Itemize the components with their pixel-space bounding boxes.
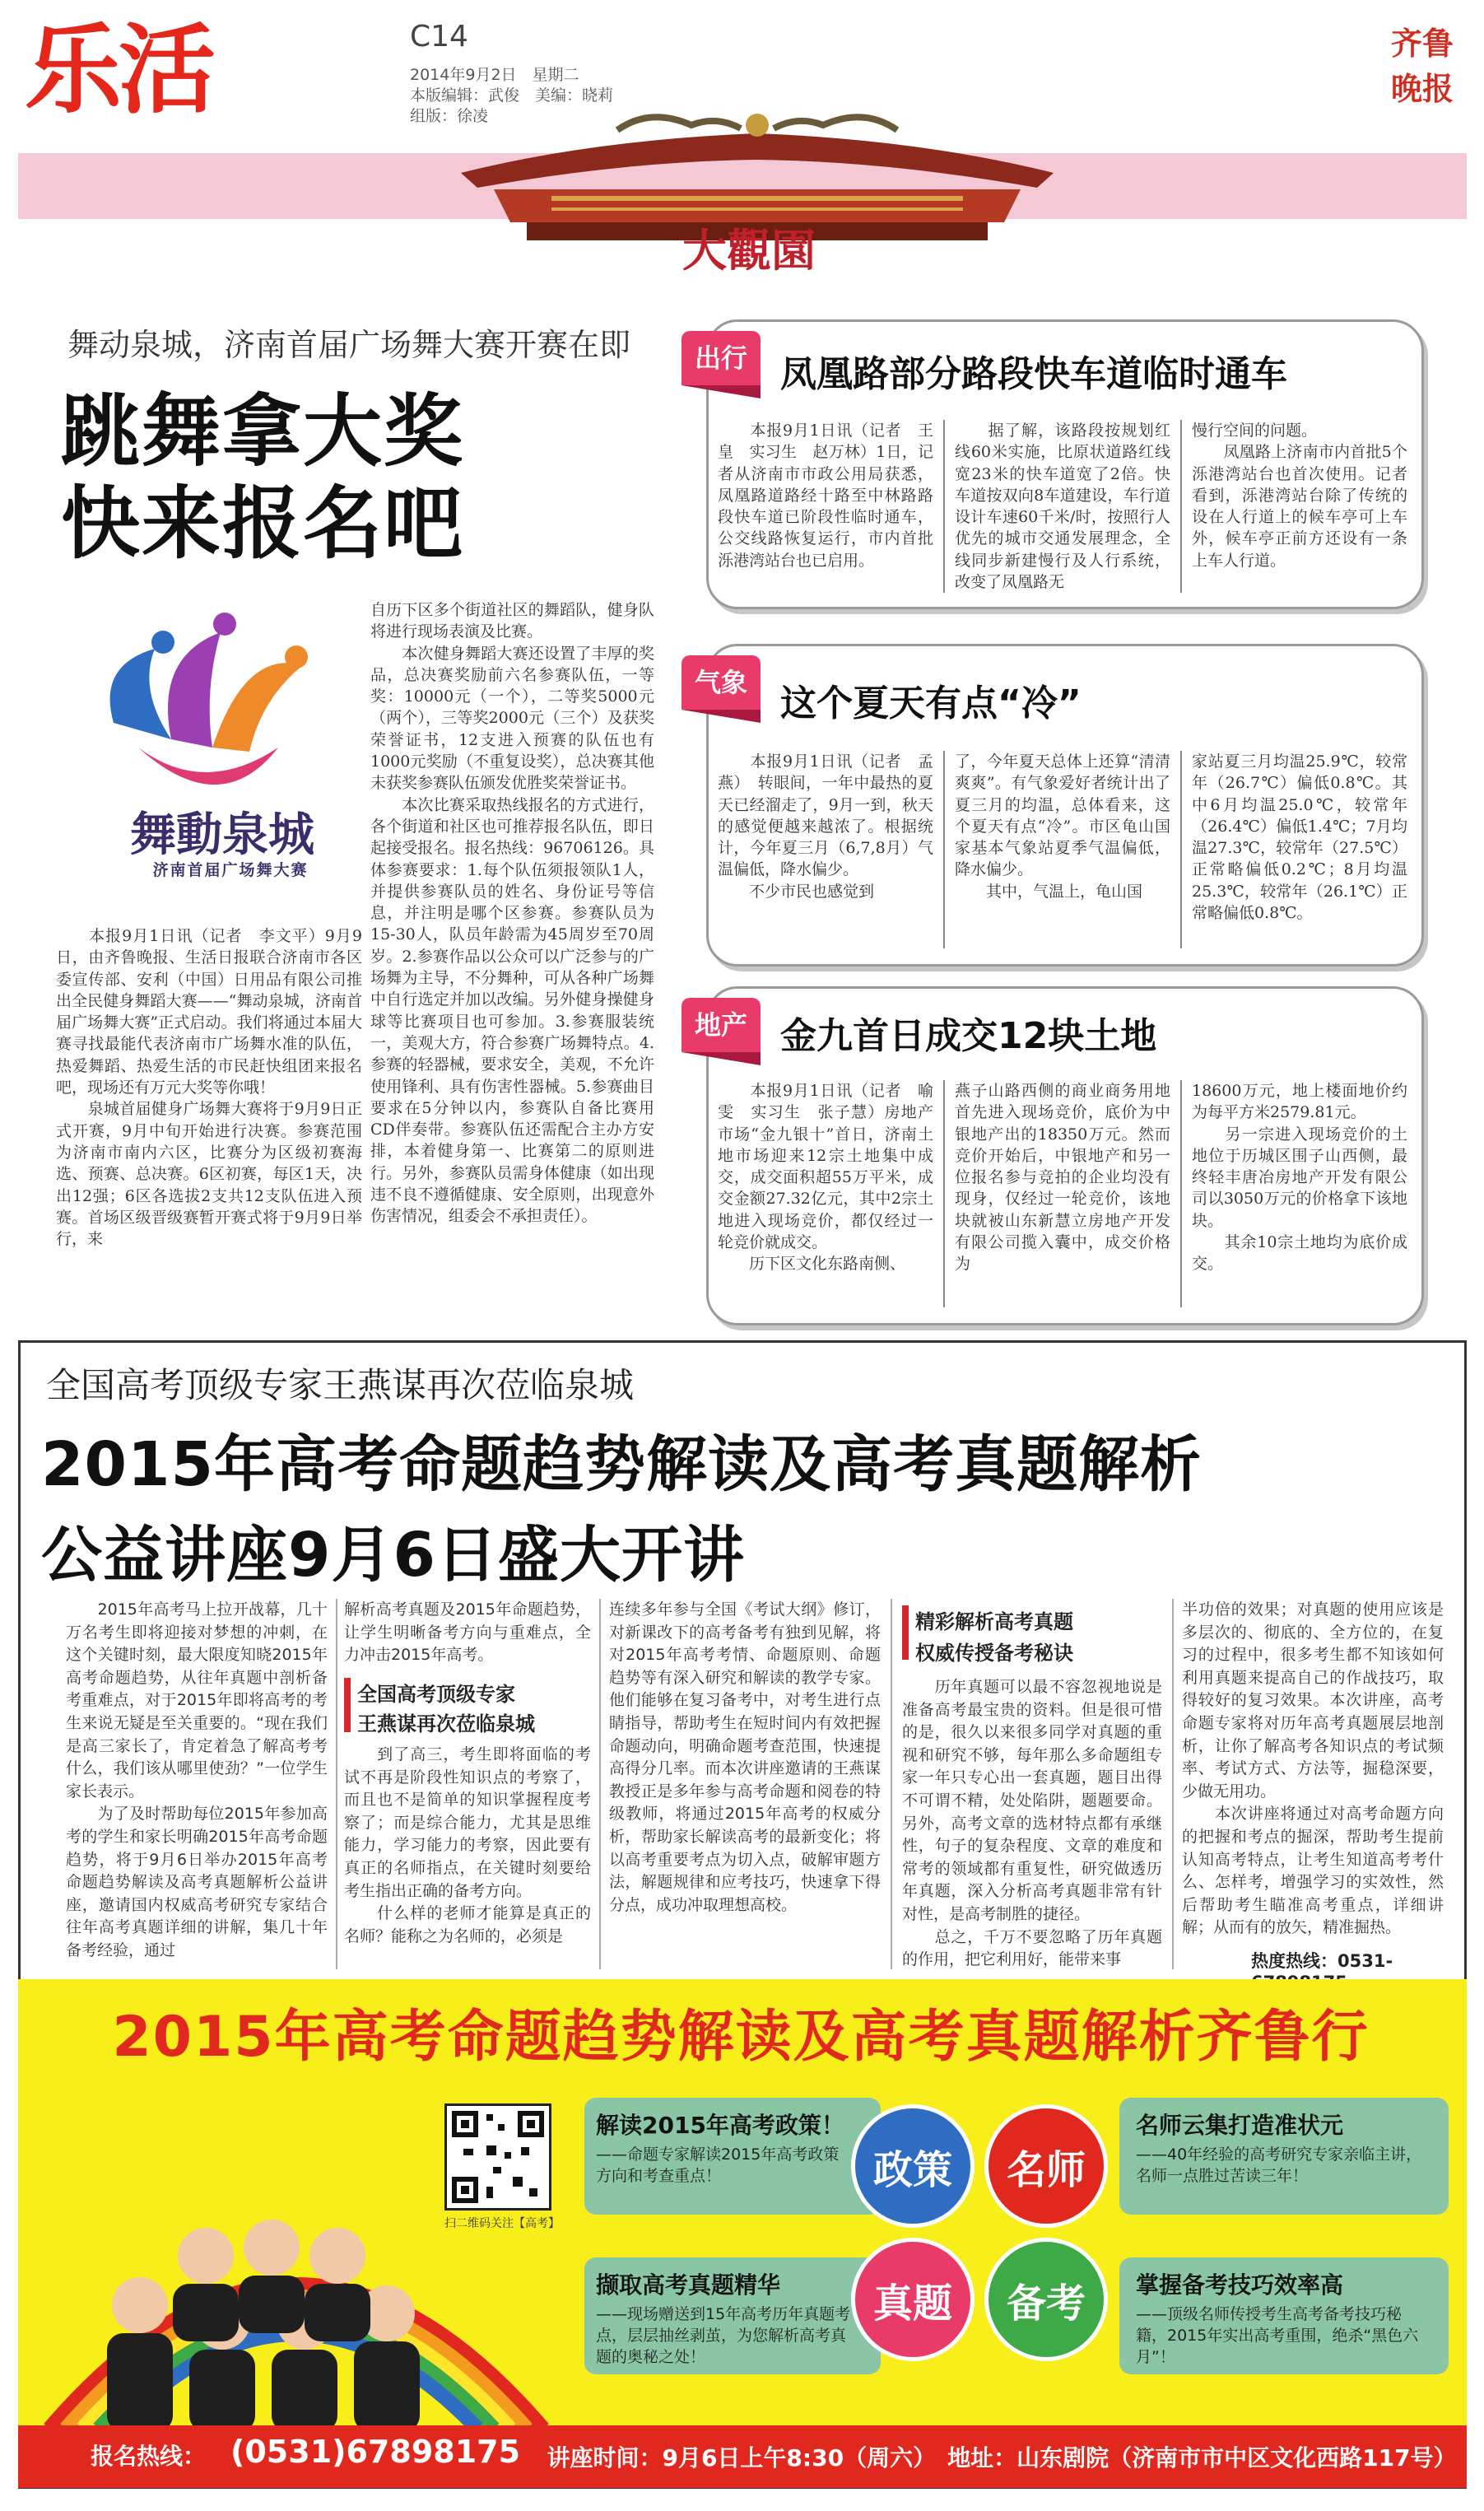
circle-exams: 真题	[851, 2238, 975, 2361]
gaokao-kicker: 精彩解析高考真题	[915, 1610, 1073, 1633]
lecture-info: 讲座时间：9月6日上午8:30（周六） 地址：山东剧院（济南市市中区文化西路117号）	[547, 2444, 1457, 2471]
ad-panel-heading: 撷取高考真题精华	[596, 2271, 781, 2299]
gaokao-hotline: 热度热线：0531-	[1251, 1951, 1393, 1971]
section-logo: 乐活	[25, 13, 213, 127]
box-body-column: 18600万元，地上楼面地价约为每平方米2579.81元。 另一宗进入现场竞价的土地位于历城区围子山西侧，最终轻丰唐冶房地产开发有限公司以3050万元的价格拿下该地块。 其余10宗土地均为底价成交。	[1192, 1082, 1407, 1274]
gaokao-body-column: 历年真题可以最不容忽视地说是准备高考最宝贵的资料。但是很可惜的是，很久以来很多同学对真题的重视和研究不够，每年那么多命题组专家一年只专心出一套真题，题目出得不可谓不精，处处陷阱，题题要命。另外，高考文章的选材特点都有承继性，句子的复杂程度、文章的难度和常考的领域都有重复性，研究做透历年真题，深入分析高考真题非常有针对性，是高考制胜的捷径。 总之，千万不要忽略了历年真题的作用，把它利用好，能带来事	[902, 1678, 1162, 1969]
gaokao-body-column: 到了高三，考生即将面临的考试不再是阶段性知识点的考察了，而且也不是简单的知识掌握程度考察了；而是综合能力，尤其是思维能力，学习能力的考察，因此要有真正的名师指点，在关键时刻要给考生指出正确的备考方向。 什么样的老师才能算是真正的名师？能称之为名师的，必须是	[344, 1745, 591, 1945]
article-body-column: 自历下区多个街道社区的舞蹈队，健身队将进行现场表演及比赛。 本次健身舞蹈大赛还设置了丰厚的奖品，总决赛奖励前六名参赛队伍，一等奖：10000元（一个），二等奖5000元（两个），三等奖2000元（三个）及获奖荣誉证书，12支进入预赛的队伍也有1000元奖励（不重复设奖），总决赛其他未获奖参赛队伍颁发优胜奖荣誉证书。 本次比赛采取热线报名的方式进行，各个街道和社区也可推荐报名队伍，即日起接受报名。报名热线：96706126。具体参赛要求：1.每个队伍须报领队1人，并提供参赛队员的姓名、身份证号等信息，并注明是哪个区参赛。参赛队员为15-30人，队员年龄需为45周岁至70周岁。2.参赛作品以公众可以广泛参与的广场舞为主导，不分舞种，可从各种广场舞中自行选定并加以改编。另外健身操健身球等比赛项目也可参加。3.参赛服装统一，美观大方，符合参赛广场舞特点。4.参赛的轻器械，要求安全，美观，不允许使用锋利、具有伤害性器械。5.参赛曲目要求在5分钟以内，参赛队自备比赛用CD伴奏带。参赛队伍还需配合主办方安排，本着健身第一、比赛第二的原则进行。另外，参赛队员需身体健康（如出现违不良不遵循健康、安全原则，出现意外伤害情况，组委会不承担责任）。	[370, 601, 654, 1226]
ad-panel-text: ——命题专家解读2015年高考政策方向和考查重点！	[596, 2145, 840, 2185]
tag-property: 地产	[682, 998, 761, 1052]
hotline-number[interactable]: (0531)67898175	[230, 2434, 521, 2470]
tag-traffic: 出行	[682, 331, 761, 385]
circle-prep: 备考	[984, 2238, 1108, 2361]
issue-date: 2014年9月2日 星期二	[410, 66, 579, 84]
box-body-column: 家站夏三月均温25.9℃，较常年（26.7℃）偏低0.8℃。其中6月均温25.0℃，较常年（26.4℃）偏低1.4℃；7月均温27.3℃，较常年（27.5℃）正常略偏低0.2℃；8月均温25.3℃，较常年（26.1℃）正常略偏低0.8℃。	[1192, 752, 1407, 923]
box-body-column: 本报9月1日讯（记者 王皇 实习生 赵万林）1日，记者从济南市市政公用局获悉，凤凰路道路经十路至中林路路段快车道已阶段性临时通车，公交线路恢复运行，市内首批泺港湾站台也已启用。	[718, 422, 933, 570]
gaokao-body-column: 解析高考真题及2015年命题趋势，让学生明晰备考方向与重难点，全力冲击2015年高考。	[344, 1600, 591, 1665]
box-headline: 这个夏天有点“冷”	[780, 682, 1082, 724]
kicker-bar	[344, 1678, 351, 1732]
circle-policy: 政策	[851, 2104, 975, 2228]
gaokao-headline: 2015年高考命题趋势解读及高考真题解析	[41, 1429, 1202, 1500]
column-rule	[1180, 751, 1182, 948]
article-headline: 跳舞拿大奖	[61, 385, 464, 478]
column-rule	[336, 1599, 337, 1969]
column-rule	[943, 420, 945, 593]
ad-panel-text: ——顶级名师传授考生高考备考技巧秘籍，2015年实出高考重围，绝杀“黑色六月”！	[1136, 2305, 1419, 2366]
box-headline: 凤凰路部分路段快车道临时通车	[780, 353, 1287, 395]
column-rule	[891, 1599, 892, 1969]
gaokao-subtitle: 全国高考顶级专家王燕谋再次莅临泉城	[46, 1365, 635, 1405]
gaokao-body-column: 半功倍的效果；对真题的使用应该是多层次的、彻底的、全方位的，在复习的过程中，很多考生都不知该如何利用真题来提高自己的作战技巧，取得较好的复习效果。本次讲座，高考命题专家将对历年高考真题展层地剖析，让你了解高考各知识点的考试频率、考试方式、方法等，掘稳深要，少做无用功。 本次讲座将通过对高考命题方向的把握和考点的掘深，帮助考生提前认知高考特点，让考生知道高考考什么、怎样考，增强学习的实效性，然后帮助考生瞄准高考重点，详细讲解；从而有的放矢，精准掘热。	[1182, 1600, 1444, 1937]
ad-panel-heading: 掌握备考技巧效率高	[1136, 2271, 1344, 2299]
ad-title: 2015年高考命题趋势解读及高考真题解析齐鲁行	[112, 2005, 1370, 2070]
ad-panel-heading: 名师云集打造准状元	[1136, 2112, 1344, 2139]
logo-name: 舞動泉城	[130, 808, 314, 862]
ad-panel-text: ——40年经验的高考研究专家亲临主讲，名师一点胜过苦读三年！	[1136, 2145, 1422, 2185]
qr-caption: 扫二维码关注【高考】	[444, 2217, 560, 2230]
box-headline: 金九首日成交12块土地	[780, 1015, 1157, 1057]
box-body-column: 燕子山路西侧的商业商务用地首先进入现场竞价，底价为中银地产出的18350万元。然而竞价开始后，中银地产和另一位报名参与竞拍的企业均没有现身，仅经过一轮竞价，该地块就被山东新慧立房地产开发有限公司揽入囊中，成交价格为	[955, 1082, 1170, 1274]
newspaper-brand: 齐鲁晚报	[1391, 25, 1454, 107]
kicker-bar	[902, 1605, 909, 1660]
article-subtitle: 舞动泉城，济南首届广场舞大赛开赛在即	[67, 327, 631, 363]
column-rule	[943, 751, 945, 948]
gaokao-headline: 公益讲座9月6日盛大开讲	[41, 1520, 745, 1591]
article-headline: 快来报名吧	[61, 478, 464, 570]
section-title: 大觀園	[682, 224, 816, 277]
column-rule	[1172, 1599, 1174, 1969]
circle-teachers: 名师	[984, 2104, 1108, 2228]
box-body-column: 本报9月1日讯（记者 喻雯 实习生 张子慧）房地产市场“金九银十”首日，济南土地市场迎来12宗土地集中成交，成交面积超55万平米，成交金额27.32亿元，其中2宗土地进入现场竞价，都仅经过一轮竞价就成交。 历下区文化东路南侧、	[718, 1082, 933, 1274]
qr-code[interactable]	[444, 2103, 551, 2211]
gaokao-body-column: 连续多年参与全国《考试大纲》修订，对新课改下的高考备考有独到见解，将对2015年高考考情、命题原则、命题趋势等有深入研究和解读的教学专家。他们能够在复习备考中，对考生进行点睛指导，帮助考生在短时间内有效把握命题动向，明确命题考查范围，快速提高得分几率。而本次讲座邀请的王燕谋教授正是多年参与高考命题和阅卷的特级教师，将通过2015年高考的权威分析，帮助家长解读高考的最新变化；将以高考重要考点为切入点，破解审题方法，解题规律和应考技巧，快速拿下得分点，成功冲取理想高校。	[609, 1600, 881, 1914]
qr-code-icon	[447, 2106, 549, 2208]
column-rule	[1180, 420, 1182, 593]
column-rule	[599, 1599, 601, 1969]
ad-panel-heading: 解读2015年高考政策！	[596, 2112, 844, 2139]
box-body-column: 据了解，该路段按规划红线60米实施，比原状道路红线宽23米的快车道宽了2倍。快车道按双向8车道建设，车行道设计车速60千米/时，按照行人优先的城市交通发展理念，全线同步新建慢行及人行系统，改变了凤凰路无	[955, 422, 1170, 592]
column-rule	[943, 1080, 945, 1307]
column-rule	[1180, 1080, 1182, 1307]
layout-credits: 组版：徐凌	[410, 107, 489, 125]
page-number: C14	[410, 20, 468, 54]
gaokao-kicker: 权威传授备考秘诀	[915, 1642, 1073, 1665]
gaokao-body-column: 2015年高考马上拉开战幕，几十万名考生即将迎接对梦想的冲刺，在这个关键时刻，最大限度知晓2015年高考命题趋势，从往年真题中剖析备考重难点，对于2015年即将高考的考生来说无疑是至关重要的。“现在我们是高三家长了，肯定着急了解高考考什么，我们该从哪里使劲？”一位学生家长表示。 为了及时帮助每位2015年参加高考的学生和家长明确2015年高考命题趋势，将于9月6日举办2015年高考命题趋势解读及高考真题解析公益讲座，邀请国内权威高考研究专家结合往年高考真题详细的讲解，集几十年备考经验，通过	[66, 1600, 328, 1959]
article-body-column: 本报9月1日讯（记者 李文平）9月9日，由齐鲁晚报、生活日报联合济南市各区委宣传部、安利（中国）日用品有限公司推出全民健身舞蹈大赛——“舞动泉城，济南首届广场舞大赛”正式启动。我们将通过本届大赛寻找最能代表济南市广场舞水准的队伍，热爱舞蹈、热爱生活的市民赶快组团来报名吧，现场还有万元大奖等你哦！ 泉城首届健身广场舞大赛将于9月9日正式开赛，9月中旬开始进行决赛。参赛范围为济南市南内六区，比赛分为区级初赛海选、预赛、总决赛。6区初赛，每区1天，决出12强；6区各选拔2支共12支队伍进入预赛。首场区级晋级赛暂开赛式将于9月9日举行，来	[56, 927, 362, 1249]
box-body-column: 慢行空间的问题。 凤凰路上济南市内首批5个泺港湾站台也首次使用。记者看到，泺港湾站台除了传统的设在人行道上的候车亭可上车外，候车亭正前方还设有一条上车人行道。	[1192, 422, 1407, 570]
gaokao-kicker: 王燕谋再次莅临泉城	[357, 1712, 535, 1735]
box-body-column: 了，今年夏天总体上还算“清清爽爽”。有气象爱好者统计出了夏三月的均温，总体看来，这个夏天有点“冷”。市区龟山国家基本气象站夏季气温偏低，降水偏少。 其中，气温上，龟山国	[955, 752, 1170, 901]
box-body-column: 本报9月1日讯（记者 孟燕） 转眼间，一年中最热的夏天已经溜走了，9月一到，秋天的感觉便越来越浓了。根据统计，今年夏三月（6,7,8月）气温偏低，降水偏少。 不少市民也感觉到	[718, 752, 933, 901]
gaokao-kicker: 全国高考顶级专家	[357, 1683, 515, 1706]
logo-subtitle: 济南首届广场舞大赛	[152, 861, 309, 879]
editor-credits: 本版编辑：武俊 美编：晓莉	[410, 86, 614, 105]
hotline-label: 报名热线：	[91, 2443, 207, 2470]
ad-panel-text: ——现场赠送到15年高考历年真题考点，层层抽丝剥茧，为您解析高考真题的奥秘之处！	[596, 2305, 851, 2366]
tag-weather: 气象	[682, 655, 761, 710]
